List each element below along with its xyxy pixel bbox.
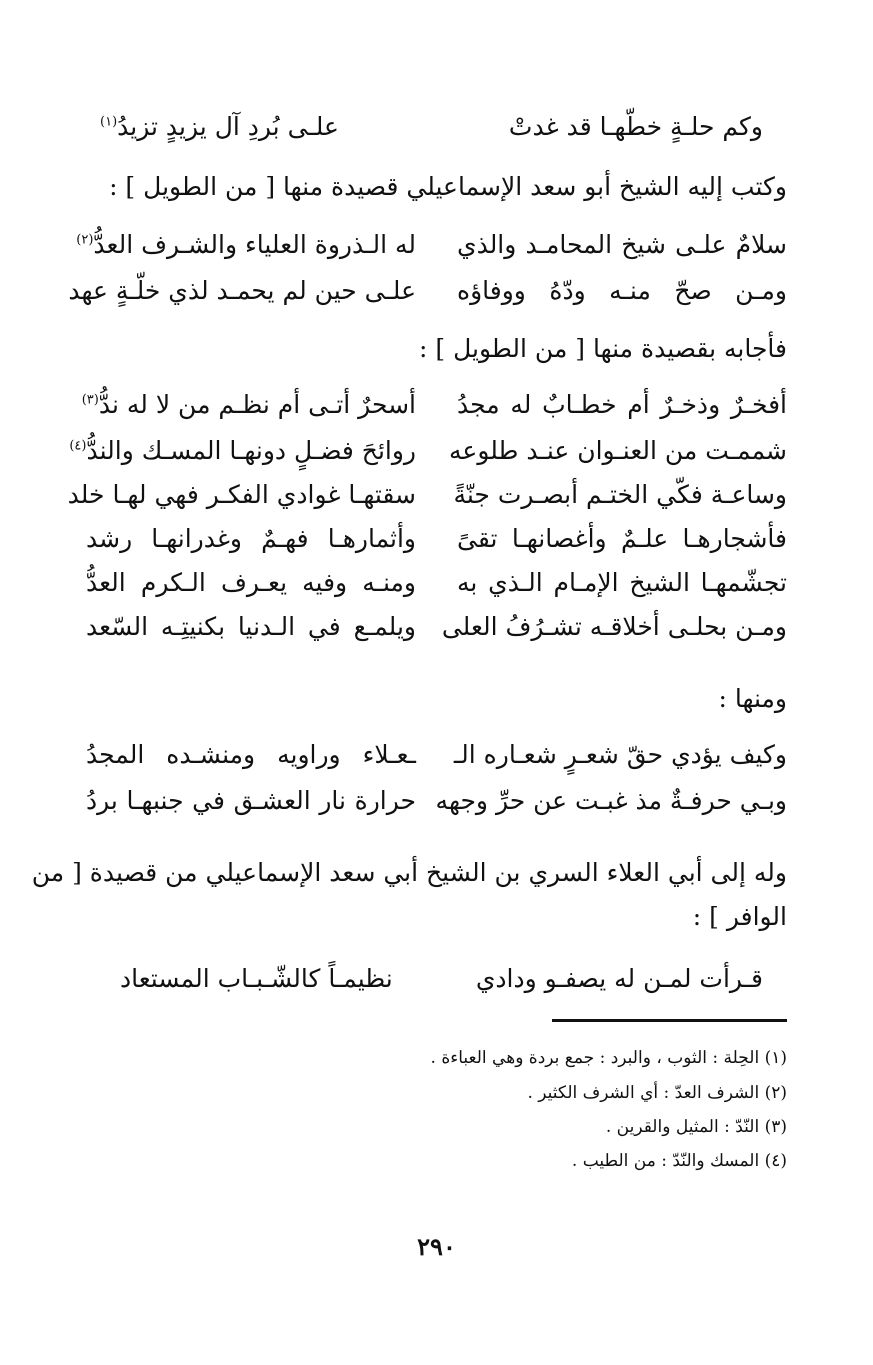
footnote-marker: (٣) <box>81 392 99 408</box>
verse-hemistich-left: ومنـه وفيه يعـرف الـكرم العدُّ <box>86 568 416 597</box>
footnote-marker: (١) <box>100 114 118 130</box>
verse-hemistich-right: وساعـة فكّي الختـم أبصـرت جنّةً <box>453 480 787 509</box>
verse-hemistich-right: أفخـرٌ وذخـرٌ أم خطـابٌ له مجدُ <box>457 390 787 419</box>
verse-hemistich-right: وكيف يؤدي حقّ شعـرٍ شعـاره الـ <box>453 740 787 769</box>
verse-hemistich-left: حرارة نار العشـق في جنبهـا بردُ <box>86 786 416 815</box>
verse-hemistich-left <box>100 110 339 144</box>
prose-line: الوافر ] : <box>692 902 787 931</box>
verse-hemistich-left: سقتهـا غوادي الفكـر فهي لهـا خلد <box>67 480 416 509</box>
verse-hemistich-left <box>81 388 416 422</box>
verse-text: وكم حلـةٍ خطّهـا قد غدتْ <box>508 112 763 141</box>
prose-line: ومنها : <box>718 684 787 713</box>
verse-text: علـى بُردِ آل يزيدٍ تزيدُ <box>117 112 339 141</box>
verse-hemistich-left <box>69 434 416 468</box>
verse-hemistich-right: تجشّمهـا الشيخ الإمـام الـذي به <box>457 568 787 597</box>
verse-hemistich-right: شممـت من العنـوان عنـد طلوعه <box>449 436 787 465</box>
page-number: ٢٩٠ <box>417 1232 456 1261</box>
footnote: (٣) النّدّ : المثيل والقرين . <box>605 1117 787 1137</box>
footnote: (٢) الشرف العدّ : أي الشرف الكثير . <box>527 1083 787 1103</box>
verse-hemistich-left: علـى حين لم يحمـد لذي خلّـةٍ عهد <box>68 276 416 305</box>
prose-line: وله إلى أبي العلاء السري بن الشيخ أبي سعد الإسماعيلي من قصيدة [ من <box>31 858 787 887</box>
prose-line: وكتب إليه الشيخ أبو سعد الإسماعيلي قصيدة منها [ من الطويل ] : <box>109 172 787 201</box>
verse-hemistich-left <box>76 228 416 262</box>
footnote-separator <box>552 1019 787 1022</box>
footnote-marker: (٢) <box>76 232 94 248</box>
verse-hemistich-right: فأشجارهـا علـمٌ وأغصانهـا تقىً <box>457 524 787 553</box>
verse-hemistich-left: ـعـلاء وراويه ومنشـده المجدُ <box>86 740 416 769</box>
verse-hemistich-right: قـرأت لمـن له يصفـو ودادي <box>475 964 763 993</box>
verse-hemistich-left: وأثمارهـا فهـمٌ وغدرانهـا رشد <box>86 524 416 553</box>
verse-hemistich-left: ويلمـع في الـدنيا بكنيتِـه السّعد <box>86 612 416 641</box>
verse-hemistich-left: نظيمـاً كالشّـبـاب المستعاد <box>120 964 393 993</box>
footnote: (٤) المسك والنّدّ : من الطيب . <box>571 1151 787 1171</box>
verse-hemistich-right <box>509 110 763 144</box>
verse-hemistich-right: سلامٌ علـى شيخ المحامـد والذي <box>457 230 787 259</box>
verse-text: روائحَ فضـلٍ دونهـا المسـك والندُّ <box>86 436 416 465</box>
footnote: (١) الحِلة : الثوب ، والبرد : جمع بردة وهي العباءة . <box>430 1048 787 1068</box>
verse-text: أسحرٌ أتـى أم نظـم من لا له ندُّ <box>98 390 416 419</box>
footnote-marker: (٤) <box>69 438 87 454</box>
prose-line: فأجابه بقصيدة منها [ من الطويل ] : <box>419 334 787 363</box>
verse-hemistich-right: ومـن صحّ منـه ودّهُ ووفاؤه <box>457 276 787 305</box>
verse-hemistich-right: وبـي حرفـةٌ مذ غبـت عن حرِّ وجهه <box>435 786 787 815</box>
verse-text: له الـذروة العلياء والشـرف العدُّ <box>93 230 416 259</box>
verse-hemistich-right: ومـن بحلـى أخلاقـه تشـرُفُ العلى <box>441 612 787 641</box>
